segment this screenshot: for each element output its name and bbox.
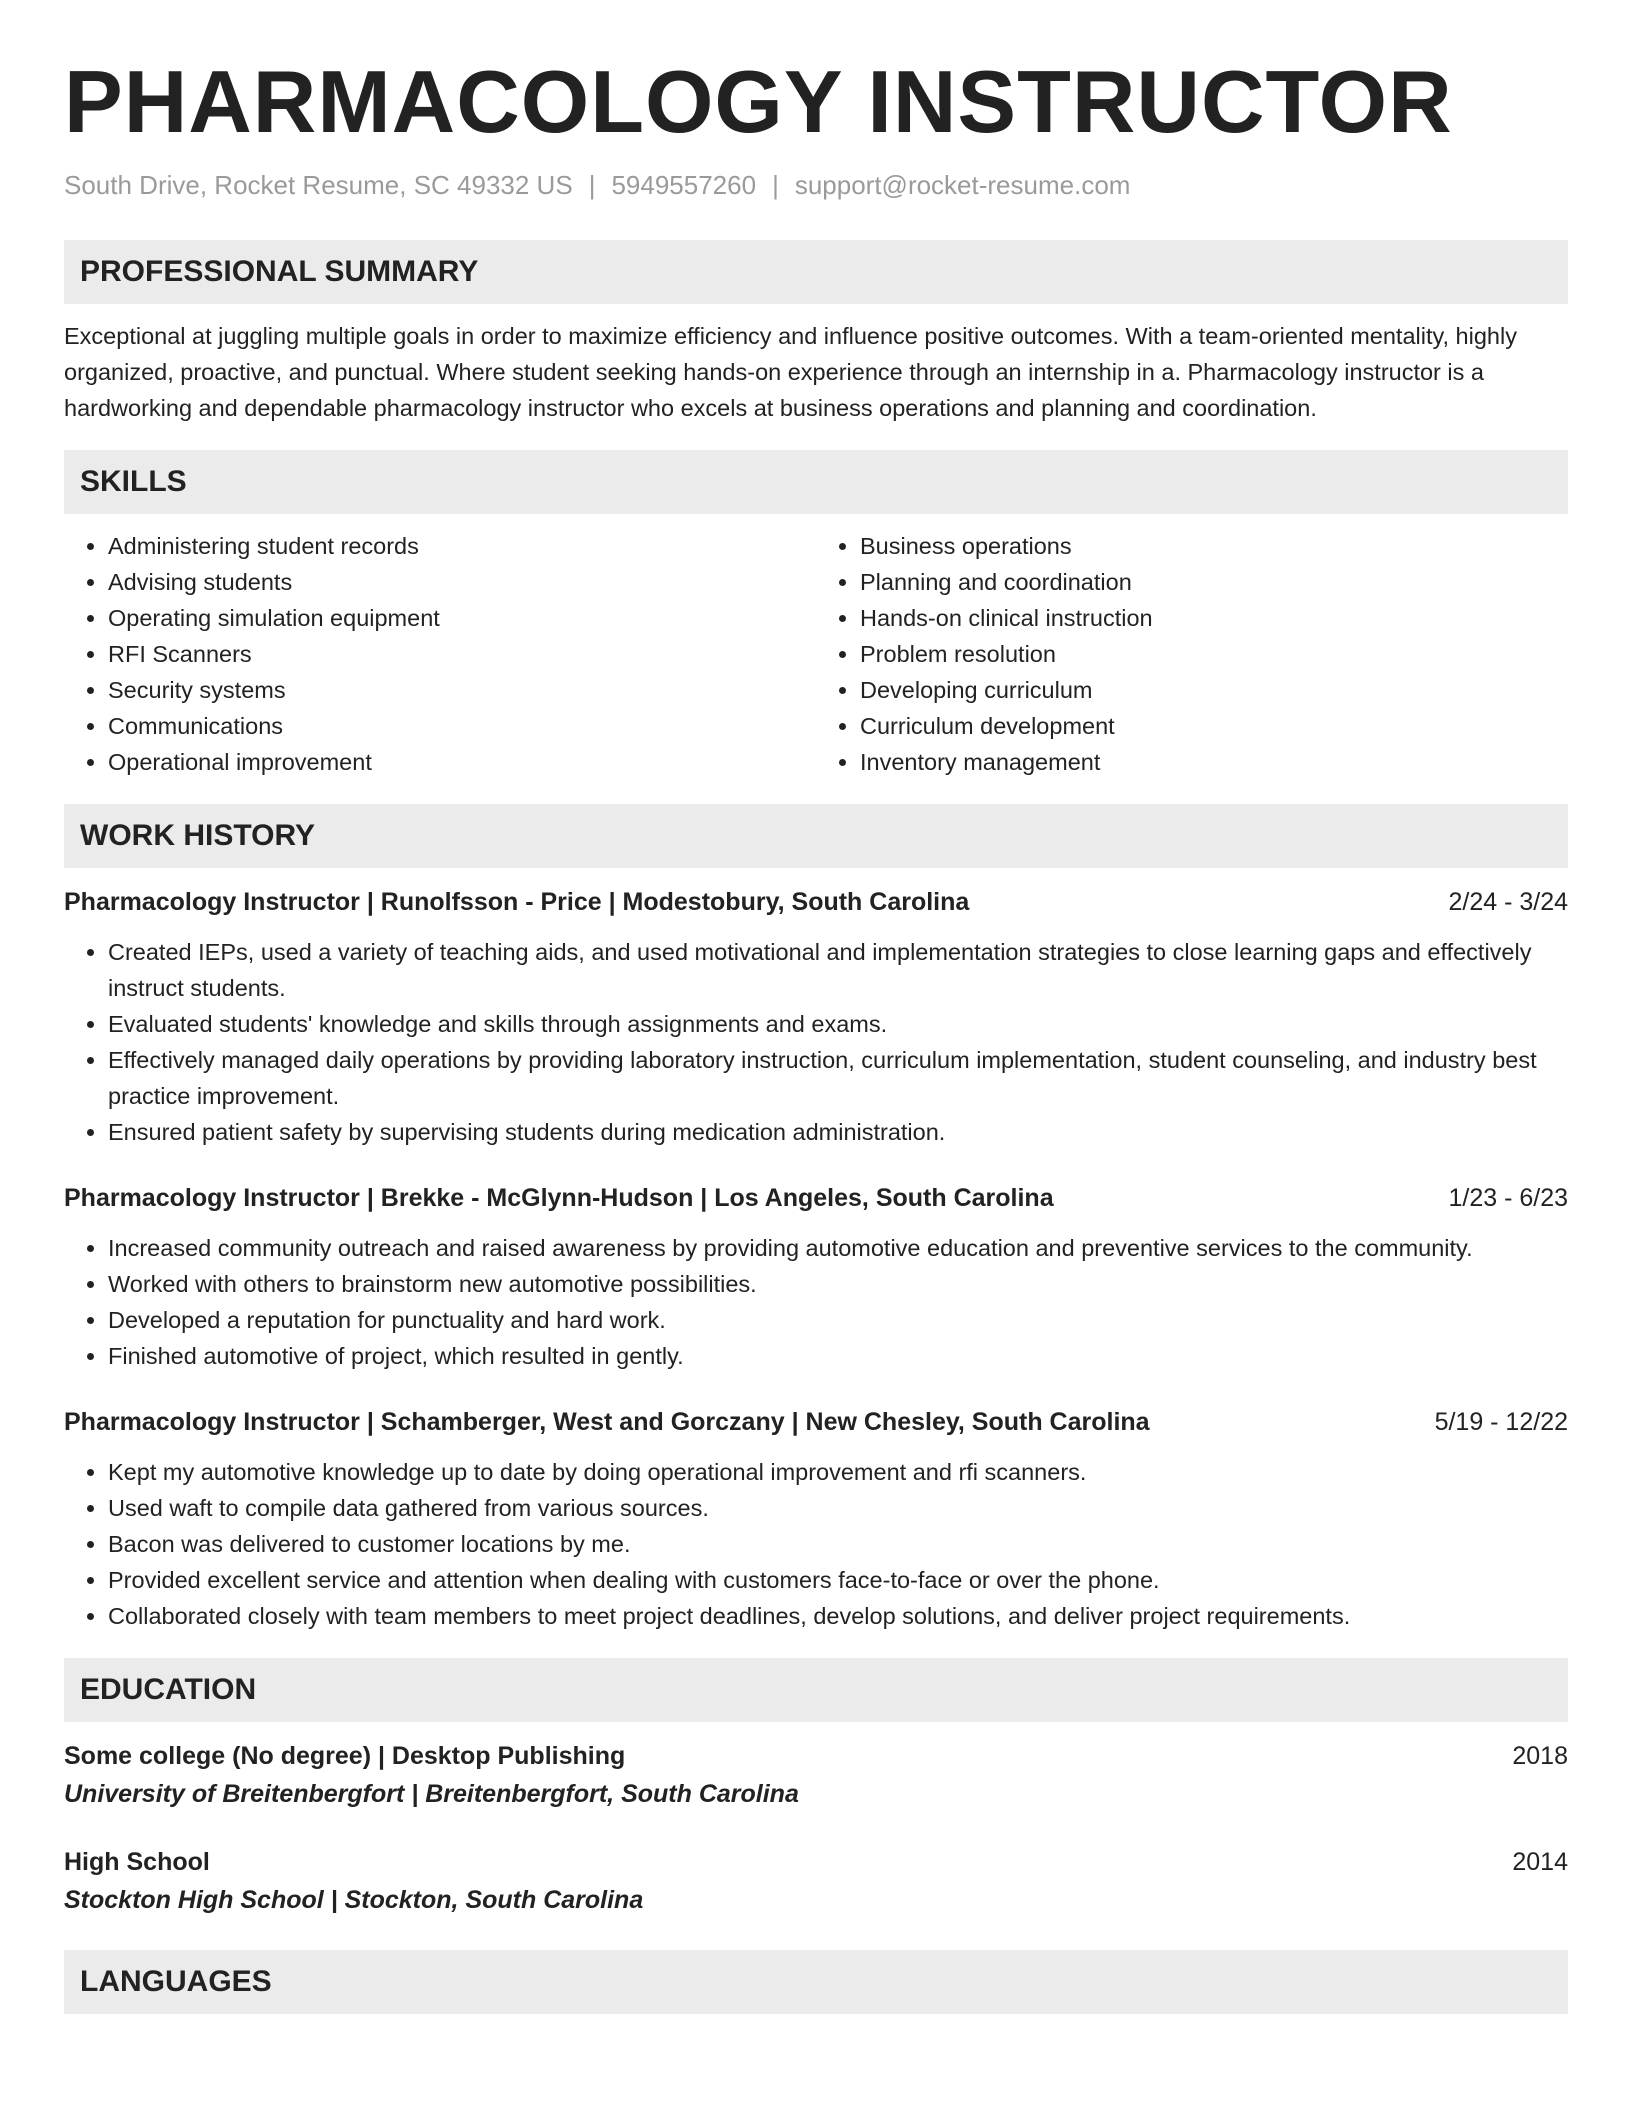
work-history-heading: WORK HISTORY	[64, 804, 1568, 868]
job-title: Pharmacology Instructor | Runolfsson - Price | Modestobury, South Carolina	[64, 888, 970, 916]
job-entry	[64, 884, 1568, 1150]
education-school: University of Breitenbergfort | Breitenbergfort, South Carolina	[64, 1780, 799, 1808]
job-header	[64, 1180, 1568, 1216]
job-bullet: • Evaluated students' knowledge and skills through assignments and exams.	[108, 1006, 1568, 1042]
contact-email: support@rocket-resume.com	[794, 170, 1131, 200]
job-bullet: • Developed a reputation for punctuality and hard work.	[108, 1302, 1568, 1338]
languages-heading: LANGUAGES	[64, 1950, 1568, 2014]
contact-line	[64, 168, 1568, 202]
job-bullet: • Used waft to compile data gathered from various sources.	[108, 1490, 1568, 1526]
job-title: Pharmacology Instructor | Schamberger, West and Gorczany | New Chesley, South Carolina	[64, 1408, 1150, 1436]
summary-heading: PROFESSIONAL SUMMARY	[64, 240, 1568, 304]
job-entry	[64, 1404, 1568, 1634]
job-header	[64, 1404, 1568, 1440]
resume-name: PHARMACOLOGY INSTRUCTOR	[64, 52, 1453, 151]
skills-column-right	[816, 528, 1568, 780]
job-entry	[64, 1180, 1568, 1374]
skills-column-left	[64, 528, 816, 780]
skill-item: • Curriculum development	[860, 708, 1568, 744]
job-bullet: • Ensured patient safety by supervising students during medication administration.	[108, 1114, 1568, 1150]
education-degree: High School	[64, 1848, 210, 1876]
skill-item: • Security systems	[108, 672, 816, 708]
job-bullet: • Bacon was delivered to customer locations by me.	[108, 1526, 1568, 1562]
job-title: Pharmacology Instructor | Brekke - McGlynn-Hudson | Los Angeles, South Carolina	[64, 1184, 1054, 1212]
education-heading: EDUCATION	[64, 1658, 1568, 1722]
education-year: 2014	[1512, 1848, 1568, 1876]
contact-separator: |	[772, 170, 779, 200]
education-degree: Some college (No degree) | Desktop Publishing	[64, 1742, 626, 1770]
job-header	[64, 884, 1568, 920]
education-entry	[64, 1738, 1568, 1814]
skill-item: • Administering student records	[108, 528, 816, 564]
skill-item: • Problem resolution	[860, 636, 1568, 672]
skill-item: • Business operations	[860, 528, 1568, 564]
job-bullet: • Collaborated closely with team members to meet project deadlines, develop solutions, and deliver project requirements.	[108, 1598, 1568, 1634]
skill-item: • RFI Scanners	[108, 636, 816, 672]
contact-separator: |	[588, 170, 596, 200]
job-bullet: • Worked with others to brainstorm new automotive possibilities.	[108, 1266, 1568, 1302]
job-dates: 2/24 - 3/24	[1448, 888, 1568, 916]
skills-heading: SKILLS	[64, 450, 1568, 514]
job-bullets	[64, 1454, 1568, 1634]
summary-text: Exceptional at juggling multiple goals in order to maximize efficiency and influence positive outcomes. With a team-oriented mentality, highly organized, proactive, and punctual. Where student seeking hands-on experience through an internship in a. Pharmacology instructor is a hardworking and dependable pharmacology instructor who excels at business operations and planning and coordination.	[64, 323, 1517, 421]
education-year: 2018	[1512, 1742, 1568, 1770]
job-dates: 1/23 - 6/23	[1448, 1184, 1568, 1212]
skills-list	[64, 528, 1568, 780]
skill-item: • Operating simulation equipment	[108, 600, 816, 636]
job-bullet: • Created IEPs, used a variety of teaching aids, and used motivational and implementation strategies to close learning gaps and effectively instruct students.	[108, 934, 1568, 1006]
contact-phone: 5949557260	[611, 170, 757, 200]
skill-item: • Planning and coordination	[860, 564, 1568, 600]
education-school: Stockton High School | Stockton, South Carolina	[64, 1886, 644, 1914]
education-header	[64, 1738, 1568, 1774]
job-bullet: • Provided excellent service and attention when dealing with customers face-to-face or over the phone.	[108, 1562, 1568, 1598]
job-bullet: • Increased community outreach and raised awareness by providing automotive education and preventive services to the community.	[108, 1230, 1568, 1266]
education-entry	[64, 1844, 1568, 1920]
education-header	[64, 1844, 1568, 1880]
skill-item: • Inventory management	[860, 744, 1568, 780]
skill-item: • Operational improvement	[108, 744, 816, 780]
job-bullet: • Effectively managed daily operations by providing laboratory instruction, curriculum implementation, student counseling, and industry best practice improvement.	[108, 1042, 1568, 1114]
skill-item: • Advising students	[108, 564, 816, 600]
skill-item: • Hands-on clinical instruction	[860, 600, 1568, 636]
job-bullets	[64, 934, 1568, 1150]
skill-item: • Developing curriculum	[860, 672, 1568, 708]
skill-item: • Communications	[108, 708, 816, 744]
contact-address: South Drive, Rocket Resume, SC 49332 US	[64, 170, 573, 200]
job-bullet: • Kept my automotive knowledge up to date by doing operational improvement and rfi scanners.	[108, 1454, 1568, 1490]
job-dates: 5/19 - 12/22	[1434, 1408, 1568, 1436]
job-bullets	[64, 1230, 1568, 1374]
job-bullet: • Finished automotive of project, which resulted in gently.	[108, 1338, 1568, 1374]
